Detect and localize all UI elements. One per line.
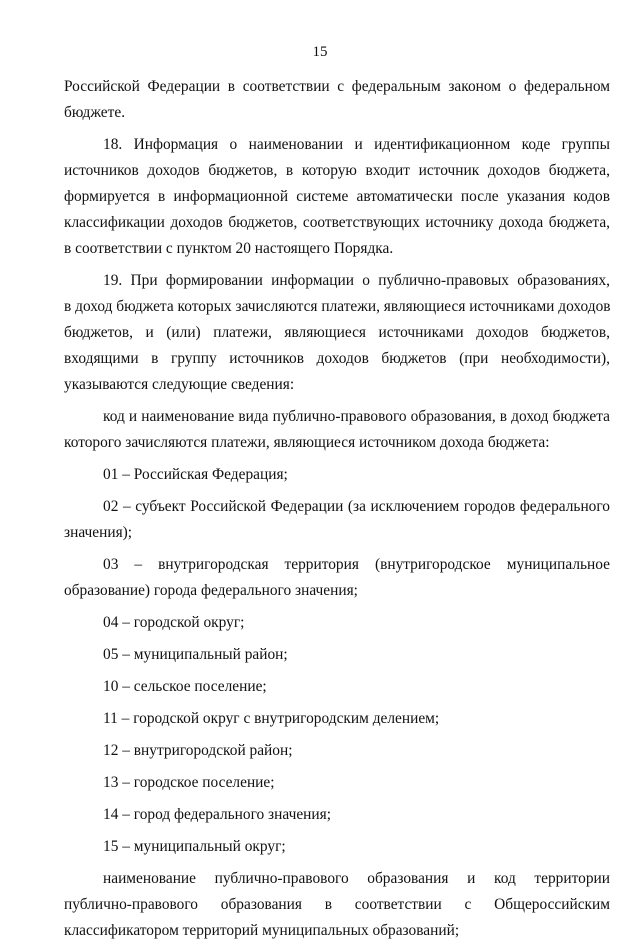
text-line: образование) города федерального значения; [64,582,358,599]
text-line: формируется в информационной системе автоматически после указания кодов [64,188,610,205]
text-line: код и наименование вида публично-правового образования, в доход бюджета [103,408,610,425]
text-line: публично-правового образования в соответствии с Общероссийским [64,896,610,913]
text-line: 03 – внутригородская территория (внутригородское муниципальное [103,556,610,573]
text-line: бюджетов, и (или) платежи, являющиеся источниками доходов бюджетов, [64,324,610,341]
text-line: 14 – город федерального значения; [103,806,331,823]
text-line: 10 – сельское поселение; [103,678,267,695]
text-line: бюджете. [64,104,126,121]
text-line: источников доходов бюджетов, в которую входит источник доходов бюджета, [64,162,610,179]
text-line: 04 – городской округ; [103,614,245,631]
text-line: 05 – муниципальный район; [103,646,288,663]
text-line: значения); [64,524,133,541]
text-line: которого зачисляются платежи, являющиеся источником дохода бюджета: [64,434,550,451]
text-line: 01 – Российская Федерация; [103,466,288,483]
text-line: 19. При формировании информации о публично-правовых образованиях, [103,272,610,289]
document-body [64,74,610,944]
text-line: 15 – муниципальный округ; [103,838,286,855]
text-line: Российской Федерации в соответствии с федеральным законом о федеральном [64,78,610,95]
text-line: классификации доходов бюджетов, соответствующих источнику дохода бюджета, [64,214,610,231]
text-line: 02 – субъект Российской Федерации (за исключением городов федерального [103,498,610,515]
text-line: указываются следующие сведения: [64,376,295,393]
text-line: в соответствии с пунктом 20 настоящего Порядка. [64,240,394,257]
page-number: 15 [312,44,328,60]
text-line: классификатором территорий муниципальных образований; [64,922,460,939]
text-line: 12 – внутригородской район; [103,742,293,759]
text-line: 18. Информация о наименовании и идентификационном коде группы [103,136,610,153]
text-line: 13 – городское поселение; [103,774,275,791]
text-line: в доход бюджета которых зачисляются платежи, являющиеся источниками доходов [64,298,611,315]
text-line: входящими в группу источников доходов бюджетов (при необходимости), [64,350,610,367]
text-line: наименование публично-правового образования и код территории [103,870,610,887]
text-line: 11 – городской округ с внутригородским делением; [103,710,440,727]
